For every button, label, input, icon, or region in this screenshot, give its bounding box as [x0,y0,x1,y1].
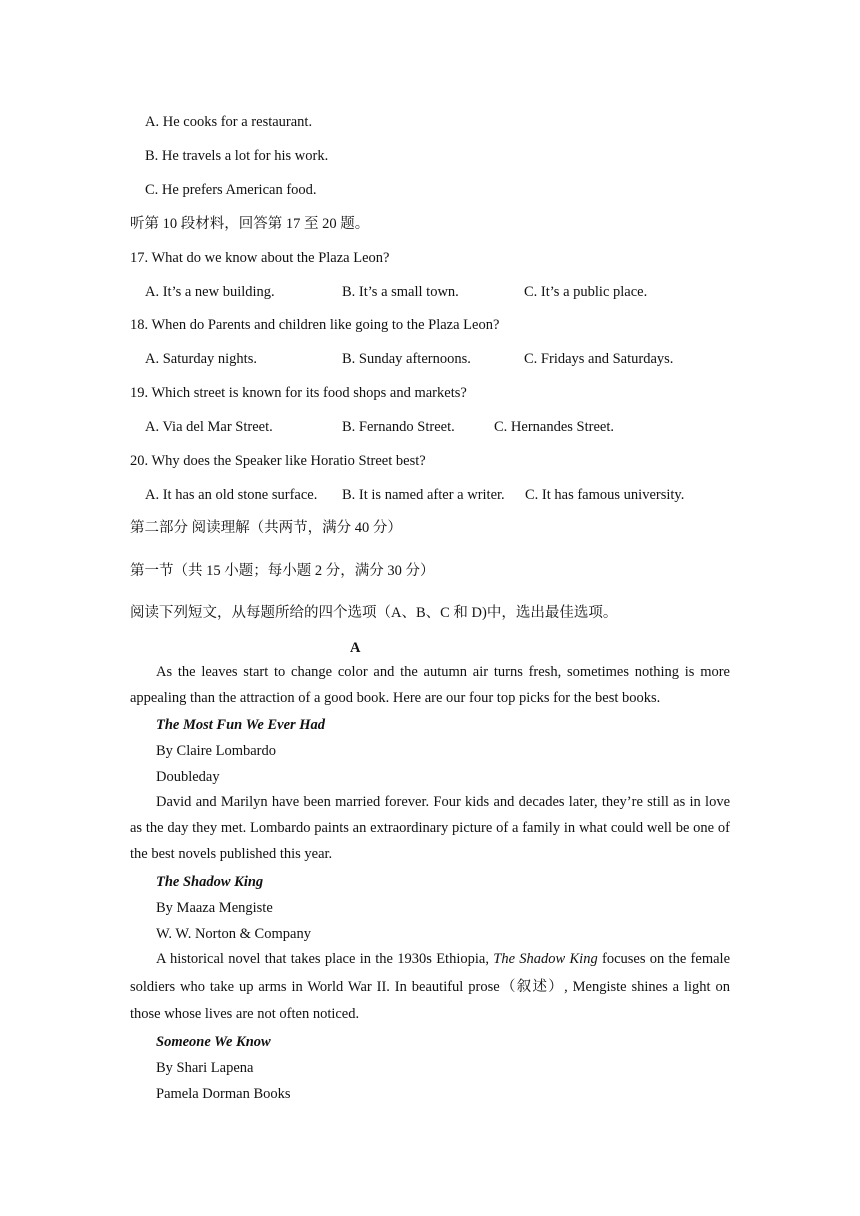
q19-option-b: B. Fernando Street. [342,419,455,435]
passage-intro [130,659,730,711]
q19-stem: 19. Which street is known for its food shops and markets? [130,385,467,401]
q20-option-c: C. It has famous university. [525,487,685,503]
q19-option-c: C. Hernandes Street. [494,419,614,435]
reading-instruction: 阅读下列短文，从每题所给的四个选项（A、B、C 和 D)中，选出最佳选项。 [130,605,618,621]
q17-option-a: A. It’s a new building. [145,284,275,300]
book-2-description [130,946,730,1029]
passage-intro-text: As the leaves start to change color and the autumn air turns fresh, sometimes nothing is more appealing than the attraction of a good book. Here are our four top picks for the best books. [130,664,730,706]
book-2-description-title: The Shadow King [493,951,598,967]
book-3-author: By Shari Lapena [156,1060,254,1076]
q17-stem: 17. What do we know about the Plaza Leon? [130,250,390,266]
book-1-author: By Claire Lombardo [156,743,277,759]
q20-option-b: B. It is named after a writer. [342,487,505,503]
q18-option-b: B. Sunday afternoons. [342,351,471,367]
book-3-title: Someone We Know [156,1034,271,1050]
q16-option-a: A. He cooks for a restaurant. [145,114,313,130]
q16-option-c: C. He prefers American food. [145,182,317,198]
q17-option-c: C. It’s a public place. [524,284,648,300]
q18-stem: 18. When do Parents and children like going to the Plaza Leon? [130,317,500,333]
passage-label: A [350,640,361,656]
q16-option-b: B. He travels a lot for his work. [145,148,329,164]
part2-heading: 第二部分 阅读理解（共两节，满分 40 分） [130,520,402,536]
book-2-description-post: focuses on the female soldiers who take up arms in World War II. In beautiful prose（叙述）, Mengiste shines a light on those whose lives are not often noticed. [130,951,730,1022]
q19-option-a: A. Via del Mar Street. [145,419,273,435]
book-1-title: The Most Fun We Ever Had [156,717,326,733]
book-1-description [130,789,730,867]
q20-option-a: A. It has an old stone surface. [145,487,318,503]
book-3-publisher: Pamela Dorman Books [156,1086,291,1102]
book-2-author: By Maaza Mengiste [156,900,273,916]
q17-option-b: B. It’s a small town. [342,284,459,300]
section10-instruction: 听第 10 段材料，回答第 17 至 20 题。 [130,216,370,232]
book-1-publisher: Doubleday [156,769,220,785]
section1-heading: 第一节（共 15 小题；每小题 2 分，满分 30 分） [130,563,435,579]
q18-option-c: C. Fridays and Saturdays. [524,351,674,367]
q18-option-a: A. Saturday nights. [145,351,257,367]
book-2-description-pre: A historical novel that takes place in the 1930s Ethiopia, [156,951,494,967]
q20-stem: 20. Why does the Speaker like Horatio Street best? [130,453,426,469]
book-2-title: The Shadow King [156,874,264,890]
book-2-publisher: W. W. Norton & Company [156,926,311,942]
book-1-description-text: David and Marilyn have been married forever. Four kids and decades later, they’re still as in love as the day they met. Lombardo paints an extraordinary picture of a family in what could well be one of the best novels published this year. [130,794,730,862]
